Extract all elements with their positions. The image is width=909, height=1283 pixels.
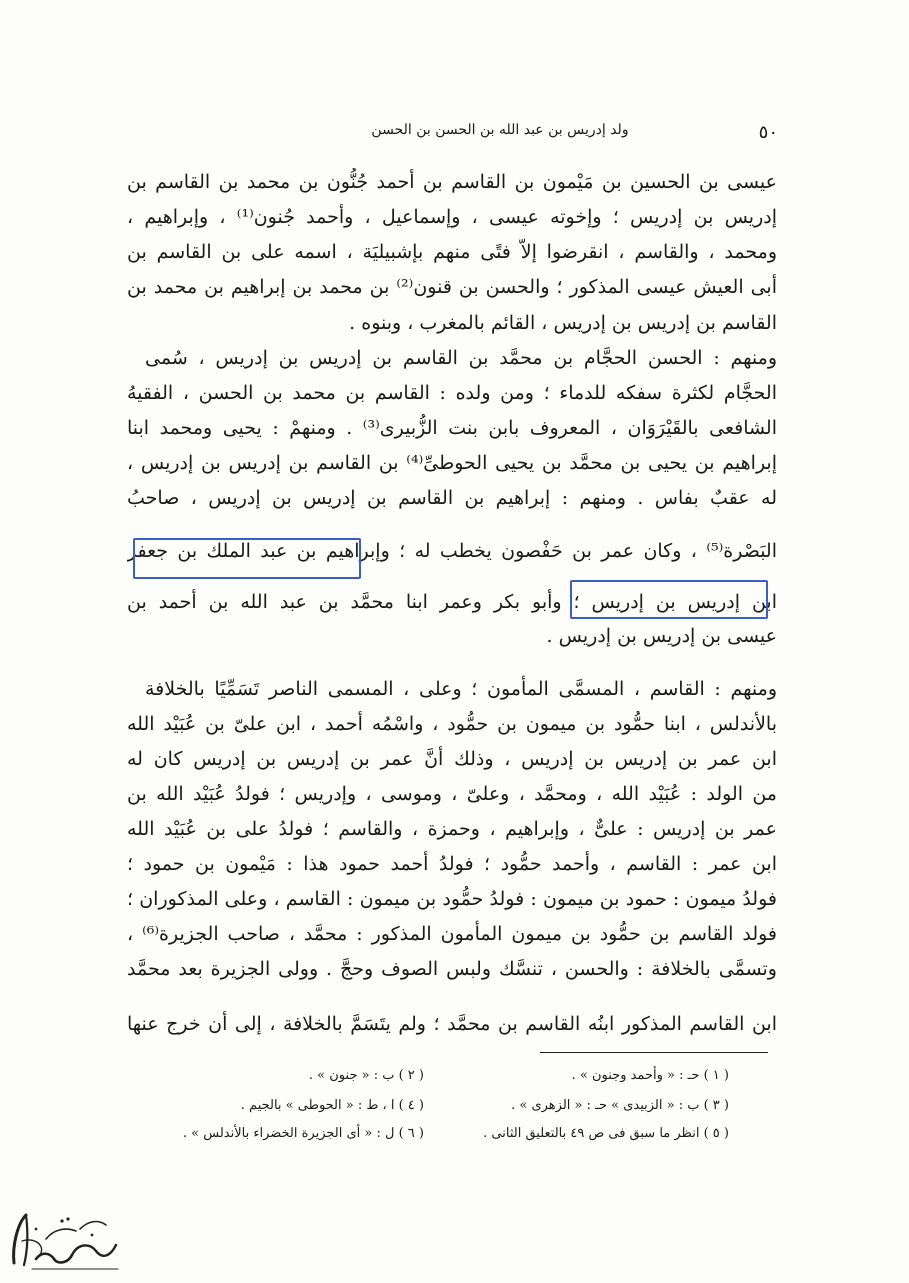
text-line: ومنهم : الحسن الحجَّام بن محمَّد بن القاسم بن إدريس بن إدريس ، سُمى [145, 347, 777, 369]
text-line: إبراهيم بن يحيى بن محمَّد بن يحيى الحوطىِّ⁽⁴⁾ بن القاسم بن إدريس بن إدريس ، [127, 452, 777, 474]
watermark-logo-icon [6, 1205, 124, 1277]
text-line: من الولد : عُبَيْد الله ، ومحمَّد ، وعلىّ ، وموسى ، وإدريس ؛ فولدُ عُبَيْد الله بن [127, 783, 777, 805]
footnote: ( ٥ ) انظر ما سبق فى ص ٤٩ بالتعليق الثانى . [483, 1126, 729, 1141]
text-line: القاسم بن إدريس بن إدريس ، القائم بالمغرب ، وبنوه . [349, 312, 777, 334]
text-line: ابن عمر بن إدريس بن إدريس ، وذلك أنَّ عمر بن إدريس بن إدريس كان له [127, 748, 777, 770]
text-line: عيسى بن إدريس بن إدريس . [546, 625, 777, 647]
text-line: أبى العيش عيسى المذكور ؛ والحسن بن قنون⁽²⁾ بن محمد بن إبراهيم بن محمد بن [127, 276, 777, 298]
text-line: وتسمَّى بالخلافة : والحسن ، تنسَّك ولبس الصوف وحجَّ . وولى الجزيرة بعد محمَّد [127, 958, 777, 980]
footnote: ( ٤ ) ا ، ط : « الحوطى » بالجيم . [240, 1098, 424, 1113]
footnote-rule [540, 1052, 768, 1053]
text-line: إدريس بن إدريس ؛ وإخوته عيسى ، وإسماعيل ، وأحمد جُنون⁽¹⁾ ، وإبراهيم ، [127, 206, 777, 228]
text-line: البَصْرة⁽⁵⁾ ، وكان عمر بن حَفْصون يخطب له ؛ وإبراهيم بن عبد الملك بن جعفر [127, 540, 777, 562]
text-line: الشافعى بالقَيْرَوَان ، المعروف بابن بنت الزُّبيرى⁽³⁾ . ومنهمْ : يحيى ومحمد ابنا [127, 417, 777, 439]
text-line: ابن عمر : القاسم ، وأحمد حمُّود ؛ فولدُ أحمد حمود هذا : مَيْمون بن حمود ؛ [127, 853, 777, 875]
text-line: عيسى بن الحسين بن مَيْمون بن القاسم بن أحمد جُنُّون بن محمد بن القاسم بن [127, 171, 777, 193]
page-number: ٥٠ [758, 122, 778, 143]
footnote: ( ٦ ) ل : « أى الجزيرة الخضراء بالأندلس » . [182, 1126, 424, 1141]
text-line: ومنهم : القاسم ، المسمَّى المأمون ؛ وعلى ، المسمى الناصر تَسَمِّيًا بالخلافة [145, 678, 777, 700]
text-line: له عقبٌ بفاس . ومنهم : إبراهيم بن القاسم بن إدريس بن إدريس ، صاحبُ [127, 487, 777, 509]
text-line: ابن القاسم المذكور ابنُه القاسم بن محمَّد ؛ ولم يتَسَمَّ بالخلافة ، إلى أن خرج عنها [127, 1013, 777, 1035]
text-line: عمر بن إدريس : علىٌّ ، وإبراهيم ، وحمزة ، والقاسم ؛ فولدُ على بن عُبَيْد الله [127, 818, 777, 840]
footnote: ( ٣ ) ب : « الزبيدى » حـ : « الزهرى » . [511, 1098, 729, 1113]
text-line: ومحمد ، والقاسم ، انقرضوا إلاَّ فتًى منهم بإشبيليَة ، اسمه على بن القاسم بن [127, 241, 777, 263]
text-line: فولد القاسم بن حمُّود بن ميمون المأمون المذكور : محمَّد ، صاحب الجزيرة⁽⁶⁾ ، [127, 923, 777, 945]
text-line: بالأندلس ، ابنا حمُّود بن ميمون بن حمُّود ، واسْمُه أحمد ، ابن علىّ بن عُبَيْد الله [127, 713, 777, 735]
highlight-box [570, 580, 768, 619]
highlight-box [133, 538, 361, 579]
running-title: ولد إدريس بن عبد الله بن الحسن بن الحسن [371, 122, 629, 138]
footnote: ( ١ ) حـ : « وأحمد وجنون » . [571, 1068, 729, 1083]
text-line: فولدُ ميمون : حمود بن ميمون : فولدُ حمُّود بن ميمون : القاسم ، وعلى المذكوران ؛ [127, 888, 777, 910]
text-line: الحجَّام لكثرة سفكه للدماء ؛ ومن ولده : القاسم بن محمد بن الحسن ، الفقيهُ [127, 382, 777, 404]
footnote: ( ٢ ) ب : « جنون » . [308, 1068, 424, 1083]
text-line: ابن إدريس بن إدريس ؛ وأبو بكر وعمر ابنا محمَّد بن عبد الله بن أحمد بن [127, 591, 777, 613]
